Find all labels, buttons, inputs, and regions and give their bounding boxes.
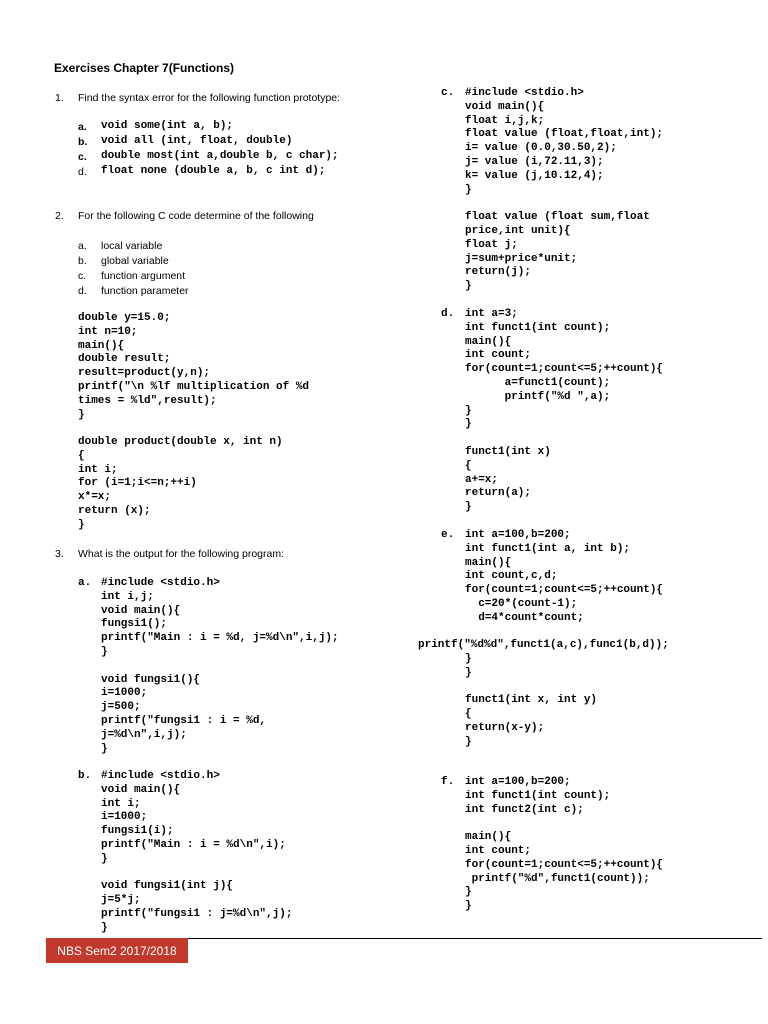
q3b-label: b. — [78, 770, 92, 782]
q3d-label: d. — [441, 308, 455, 320]
q3c-label: c. — [441, 87, 455, 99]
q3b-code: #include <stdio.h> void main(){ int i; i=1000; fungsi1(i); printf("Main : i = %d\n",i); } void fungsi1(int j){ j=5*j; printf("fungsi1 : j=%d\n",j); } — [101, 770, 293, 934]
q3e-code-tail: } } funct1(int x, int y) { return(x-y); } — [465, 653, 598, 748]
q2-text: For the following C code determine of the following — [78, 210, 314, 222]
q3e-printf: printf("%d%d",funct1(a,c),func1(b,d)); — [418, 639, 669, 651]
q1-item-d-label: d. — [78, 166, 87, 178]
page-title: Exercises Chapter 7(Functions) — [54, 61, 235, 75]
q3-number: 3. — [55, 548, 64, 560]
q2-item-a-label: a. — [78, 240, 87, 252]
footer-badge: NBS Sem2 2017/2018 — [46, 938, 188, 963]
q2-number: 2. — [55, 210, 64, 222]
q3f-code: int a=100,b=200; int funct1(int count); int funct2(int c); main(){ int count; for(count=1;count<=5;++count){ printf("%d",funct1(count)); } } — [465, 776, 664, 913]
q3a-code: #include <stdio.h> int i,j; void main(){ fungsi1(); printf("Main : i = %d, j=%d\n",i,j); } void fungsi1(){ i=1000; j=500; printf("fungsi1 : i = %d, j=%d\n",i,j); } — [101, 577, 339, 755]
q1-text: Find the syntax error for the following function prototype: — [78, 92, 341, 104]
q3c-code: #include <stdio.h> void main(){ float i,j,k; float value (float,float,int); i= value (0.0,30.50,2); j= value (i,72.11,3); k= value (j,10.12,4); } float value (float sum,float price,int unit){ float j; j=sum+price*unit; return(j); } — [465, 87, 664, 293]
q2-code-main: double y=15.0; int n=10; main(){ double result; result=product(y,n); printf("\n %lf multiplication of %d times = %ld",result); } — [78, 312, 310, 421]
q2-item-c-text: function argument — [101, 270, 186, 282]
q3a-label: a. — [78, 577, 92, 589]
q1-item-c-label: c. — [78, 151, 87, 163]
q1-item-d-code: float none (double a, b, c int d); — [101, 165, 326, 177]
q3-text: What is the output for the following program: — [78, 548, 285, 560]
q1-item-b-code: void all (int, float, double) — [101, 135, 293, 147]
q1-item-c-code: double most(int a,double b, c char); — [101, 150, 339, 162]
q2-item-d-text: function parameter — [101, 285, 189, 297]
q2-item-c-label: c. — [78, 270, 87, 282]
q3f-label: f. — [441, 776, 455, 788]
q3e-label: e. — [441, 529, 455, 541]
q2-item-a-text: local variable — [101, 240, 163, 252]
q1-item-b-label: b. — [78, 136, 88, 148]
q2-item-b-label: b. — [78, 255, 87, 267]
q2-item-b-text: global variable — [101, 255, 169, 267]
q3d-code: int a=3; int funct1(int count); main(){ int count; for(count=1;count<=5;++count){ a=funct1(count); printf("%d ",a); } } funct1(int x) { a+=x; return(a); } — [465, 308, 664, 514]
q3e-code: int a=100,b=200; int funct1(int a, int b); main(){ int count,c,d; for(count=1;count<=5;++count){ c=20*(count-1); d=4*count*count; — [465, 529, 664, 624]
q1-item-a-code: void some(int a, b); — [101, 120, 234, 132]
q2-item-d-label: d. — [78, 285, 87, 297]
q2-code-product: double product(double x, int n) { int i; for (i=1;i<=n;++i) x*=x; return (x); } — [78, 436, 283, 531]
q1-item-a-label: a. — [78, 121, 87, 133]
q1-number: 1. — [55, 92, 64, 104]
